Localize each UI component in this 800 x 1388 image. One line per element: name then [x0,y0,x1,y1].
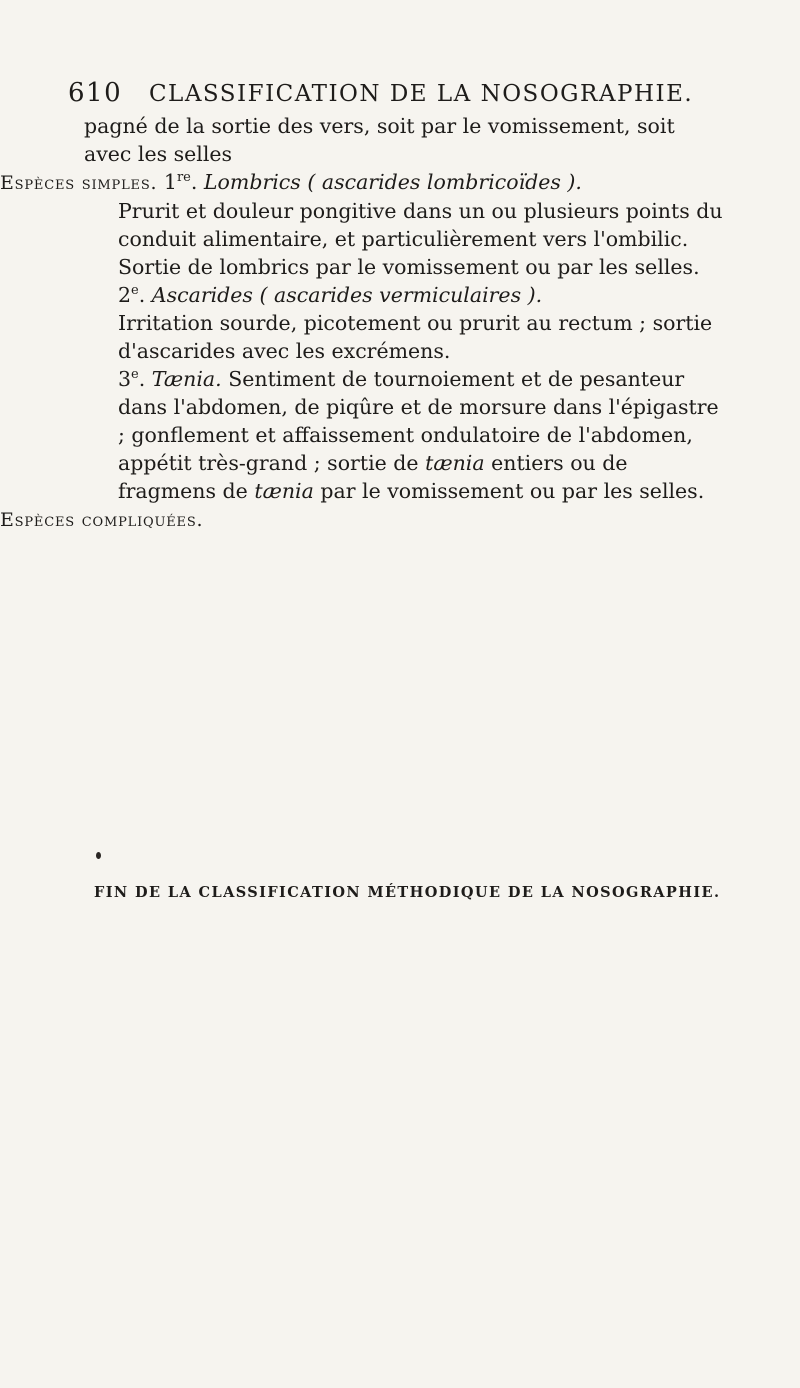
entry-2-latin: ( ascarides vermiculaires ). [259,283,543,307]
entry-3-text-part-3: par le vomissement ou par les selles. [320,479,705,503]
complex-species-label: Espèces compliquées. [0,509,204,531]
entry-3-italic-2: tænia [254,479,314,503]
entry-2-text: Irritation sourde, picotement ou prurit au rectum ; sortie d'ascarides avec les excrémens. [118,311,713,363]
entry-1-latin: ( ascarides lombricoïdes ). [307,170,582,194]
simple-species-block: Espèces simples. 1re. Lombrics ( ascarides lombricoïdes ). Prurit et douleur pongitive dans un ou plusieurs points du conduit alimentaire, et particulièrement vers l'ombilic. Sortie de lombrics par le vomissement ou par les selles. [0,170,723,279]
entry-3-italic-1: tænia [425,451,485,475]
ink-speck [96,852,101,859]
entry-3-suffix: e [131,367,139,383]
simple-species-label: Espèces simples. [0,172,158,194]
entry-3: 3e. Tænia. Sentiment de tournoiement et de pesanteur dans l'abdomen, de piqûre et de morsure dans l'épigastre ; gonflement et affaissement ondulatoire de l'abdomen, appétit très-grand ; sortie de tænia entiers ou de fragmens de tænia par le vomissement ou par les selles. [118,367,719,503]
intro-line-2: avec les selles [84,142,233,166]
entry-2-name: Ascarides [151,283,253,307]
running-title: CLASSIFICATION DE LA NOSOGRAPHIE. [148,81,694,107]
end-of-section-line: FIN DE LA CLASSIFICATION MÉTHODIQUE DE LA NOSOGRAPHIE. [94,884,721,901]
entry-3-name: Tænia. [151,367,222,391]
page-number: 610 [68,78,123,108]
entry-3-number: 3 [118,367,132,391]
body-text [0,112,724,534]
entry-3-text-part-1: Sentiment de tournoiement et de pesanteur dans l'abdomen, de piqûre et de morsure dans l'épigastre ; gonflement et affaissement ondulatoire de l'abdomen, appétit très-grand ; sortie de [118,367,719,475]
entry-1-suffix: re [176,170,191,186]
entry-2: 2e. Ascarides ( ascarides vermiculaires ). Irritation sourde, picotement ou prurit au rectum ; sortie d'ascarides avec les excrémens. [118,281,724,365]
entry-1-number: 1 [163,170,177,194]
intro-line-1: pagné de la sortie des vers, soit par le vomissement, soit [84,114,675,138]
entry-2-number: 2 [118,283,132,307]
complex-species-block [0,505,724,534]
entry-2-suffix: e [131,283,139,299]
entry-3-text-part-2: entiers ou de fragmens de [118,451,628,503]
entry-1-name: Lombrics [203,170,301,194]
running-head [68,78,708,108]
entry-1-text: Prurit et douleur pongitive dans un ou plusieurs points du conduit alimentaire, et particulièrement vers l'ombilic. Sortie de lombrics par le vomissement ou par les selles. [118,199,723,279]
